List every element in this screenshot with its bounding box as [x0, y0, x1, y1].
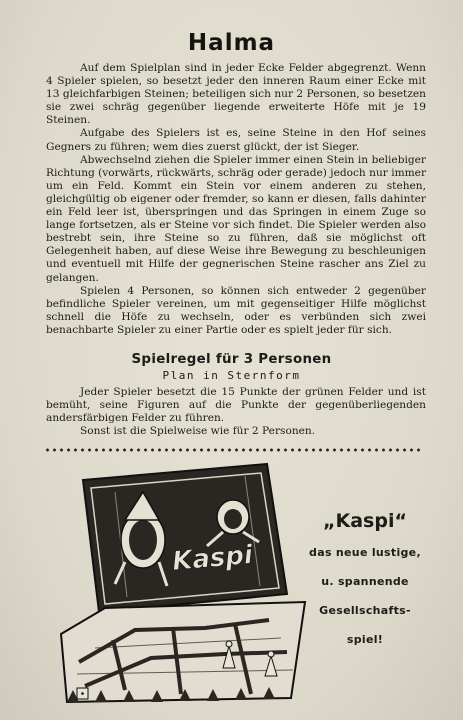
- paragraph: Jeder Spieler besetzt die 15 Punkte der grünen Felder und ist bemüht, seine Figuren auf die Punkte der gegenüberliegenden andersfärbigen Felder zu führen.: [46, 386, 426, 425]
- paragraph: Spielen 4 Personen, so können sich entweder 2 gegenüber befindliche Spieler vereinen, um mit gegenseitiger Hilfe möglichst schnell die Höfe zu wechseln, oder es verbünden sich zwei benachbarte Spieler zu einer Partie oder es spielt jeder für sich.: [46, 284, 426, 336]
- page-title: Halma: [187, 30, 276, 56]
- ad-line: spiel!: [346, 633, 384, 646]
- advertisement: [290, 510, 440, 662]
- dotted-divider: [44, 446, 424, 456]
- game-box-illustration: [55, 462, 308, 712]
- three-player-rules: [46, 386, 426, 438]
- ad-line: das neue lustige,: [309, 546, 421, 559]
- section-subtitle: Plan in Sternform: [162, 369, 301, 382]
- box-logo: Kaspi: [170, 540, 255, 577]
- section-title: Spielregel für 3 Personen: [131, 352, 332, 367]
- paragraph: Abwechselnd ziehen die Spieler immer einen Stein in beliebiger Richtung (vorwärts, rückwärts, schräg oder gerade) jedoch nur immer um ein Feld. Kommt ein Stein vor einem anderen zu stehen, gleichgültig ob eigener oder fremder, so kann er diesen, falls dahinter ein Feld leer ist, überspringen und das Springen in einem Zuge so lange fortsetzen, als er Steine vor sich findet. Die Spieler werden also bestrebt sein, ihre Steine so zu führen, daß sie möglichst oft Gelegenheit haben, auf diese Weise ihre Bewegung zu beschleunigen und eventuell mit Hilfe der gegnerischen Steine rascher ans Ziel zu gelangen.: [46, 153, 427, 284]
- paragraph: Aufgabe des Spielers ist es, seine Steine in den Hof seines Gegners zu führen; wem dies zuerst glückt, der ist Sieger.: [46, 127, 426, 153]
- ad-line: u. spannende: [321, 575, 409, 588]
- ad-line: Gesellschafts-: [319, 604, 411, 617]
- ad-brand: „Kaspi“: [323, 510, 407, 532]
- dice-icon: [77, 688, 88, 699]
- paragraph: Sonst ist die Spielweise wie für 2 Personen.: [80, 425, 316, 438]
- paragraph: Auf dem Spielplan sind in jeder Ecke Felder abgegrenzt. Wenn 4 Spieler spielen, so besetzt jeder den inneren Raum einer Ecke mit 13 gleichfarbigen Steinen; beteiligen sich nur 2 Personen, so besetzen sie zwei schräg gegenüber liegende erweiterte Höfe mit je 19 Steinen.: [46, 62, 426, 127]
- rules-text: [46, 62, 426, 337]
